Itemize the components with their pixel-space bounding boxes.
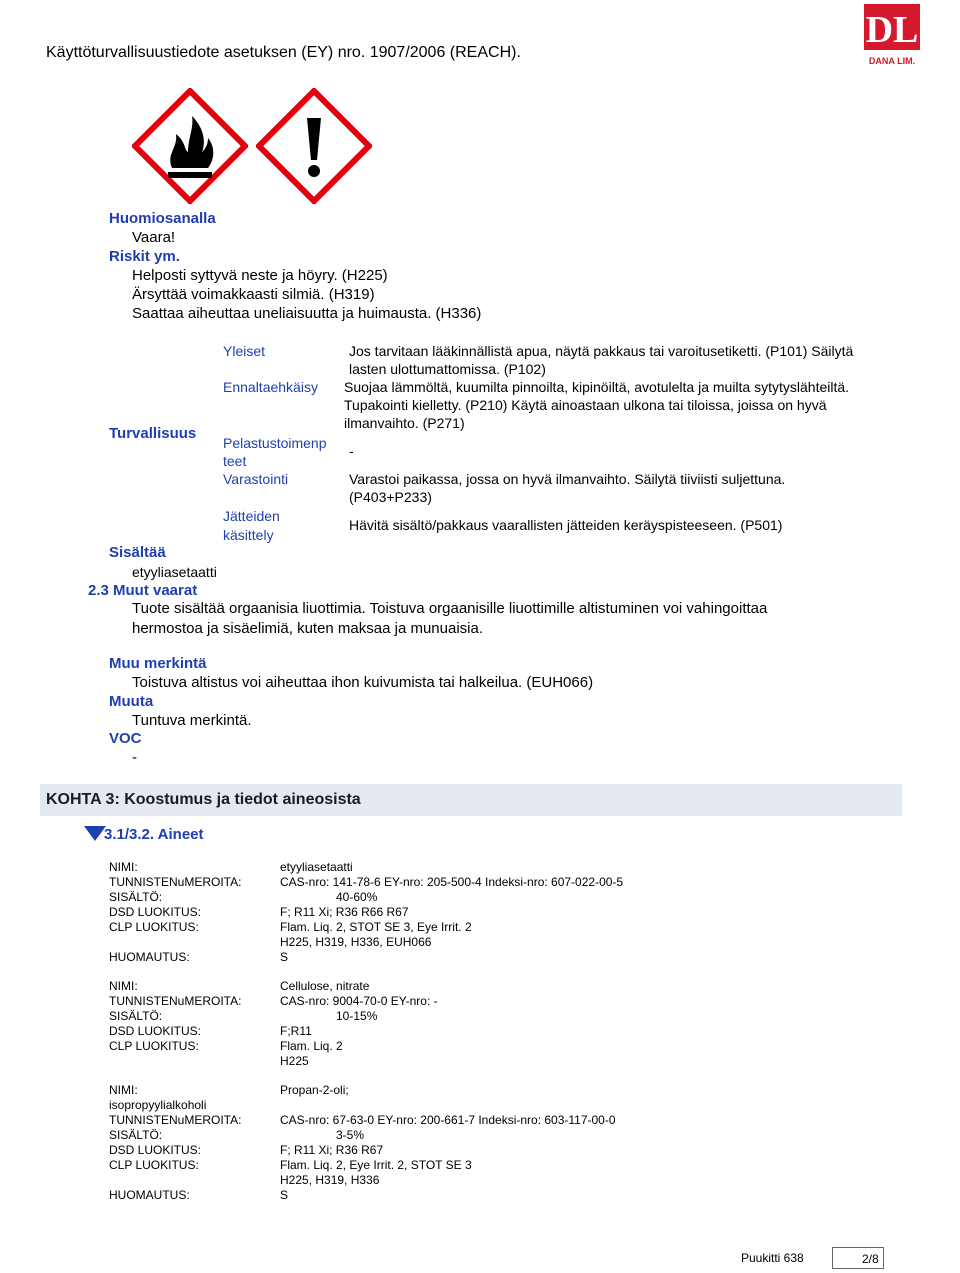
contains-value: etyyliasetaatti (132, 564, 217, 580)
regulation-header: Käyttöturvallisuustiedote asetuksen (EY) nro. 1907/2006 (REACH). (46, 44, 521, 61)
svg-text:DANA LIM.: DANA LIM. (868, 56, 916, 66)
safety-label-prevention: Ennaltaehkäisy (223, 379, 318, 395)
other-hazards-text-2: hermostoa ja sisäelimiä, kuten maksaa ja munuaisia. (132, 620, 483, 637)
substance-value: S (280, 950, 289, 964)
section-3-subheading: 3.1/3.2. Aineet (104, 826, 204, 843)
substance-label: HUOMAUTUS: (109, 1188, 190, 1202)
safety-text-general: Jos tarvitaan lääkinnällistä apua, näytä pakkaus tai varoitusetiketti. (P101) Säilytä lasten ulottumattomissa. (P102) (349, 343, 854, 377)
other-heading: Muuta (109, 693, 154, 710)
signal-heading: Huomiosanalla (109, 210, 216, 227)
marking-heading: Muu merkintä (109, 655, 207, 672)
substance-label: isopropyylialkoholi (109, 1098, 207, 1112)
substance-value: CAS-nro: 141-78-6 EY-nro: 205-500-4 Indeksi-nro: 607-022-00-5 (280, 875, 624, 889)
substance-label: TUNNISTENuMEROITA: (109, 994, 242, 1008)
other-hazards-text: Tuote sisältää orgaanisia liuottimia. Toistuva orgaanisille liuottimille altistuminen voi vahingoittaa (132, 600, 768, 617)
substance-value: S (280, 1188, 289, 1202)
safety-text-storage: Varastoi paikassa, jossa on hyvä ilmanvaihto. Säilytä tiiviisti suljettuna. (P403+P233) (349, 471, 786, 505)
substance-label: SISÄLTÖ: (109, 890, 163, 904)
substance-value: H225 (280, 1054, 309, 1068)
substance-label: CLP LUOKITUS: (109, 920, 199, 934)
substance-label: CLP LUOKITUS: (109, 1158, 199, 1172)
risk-statement: Helposti syttyvä neste ja höyry. (H225) (132, 267, 388, 284)
contains-heading: Sisältää (109, 544, 166, 561)
section-3-title: KOHTA 3: Koostumus ja tiedot aineosista (46, 791, 361, 808)
substance-label: CLP LUOKITUS: (109, 1039, 199, 1053)
safety-label-disposal: Jätteiden (223, 508, 280, 524)
page-number: 2/8 (862, 1252, 879, 1266)
substance-label: DSD LUOKITUS: (109, 1024, 202, 1038)
safety-text-disposal: Hävitä sisältö/pakkaus vaarallisten jätteiden keräyspisteeseen. (P501) (349, 517, 783, 533)
substance-label: NIMI: (109, 860, 138, 874)
substance-value: 10-15% (336, 1009, 378, 1023)
substance-value: Flam. Liq. 2 (280, 1039, 343, 1053)
substance-label: NIMI: (109, 1083, 138, 1097)
page-number-box (832, 1247, 884, 1269)
substance-label: SISÄLTÖ: (109, 1128, 163, 1142)
substance-value: H225, H319, H336 (280, 1173, 380, 1187)
safety-heading: Turvallisuus (109, 425, 197, 442)
section-3-bar (40, 784, 902, 816)
safety-label-storage: Varastointi (223, 471, 289, 487)
safety-text-prevention: Suojaa lämmöltä, kuumilta pinnoilta, kipinöiltä, avotulelta ja muilta sytytyslähteiltä. Tupakointi kielletty. (P210) Käytä ainoastaan ulkona tai tiloissa, joissa on hyvä ilmanvaihto. (P271) (344, 379, 850, 431)
substance-value: CAS-nro: 9004-70-0 EY-nro: - (280, 994, 438, 1008)
substance-value: 3-5% (336, 1128, 365, 1142)
risk-statement: Ärsyttää voimakkaasti silmiä. (H319) (132, 286, 375, 303)
exclamation-pictogram (256, 88, 372, 204)
substance-value: H225, H319, H336, EUH066 (280, 935, 432, 949)
other-text: Tuntuva merkintä. (132, 712, 252, 729)
substance-label: TUNNISTENuMEROITA: (109, 875, 242, 889)
signal-word: Vaara! (132, 229, 176, 246)
safety-text-response: - (349, 443, 354, 459)
risks-heading: Riskit ym. (109, 248, 180, 265)
voc-heading: VOC (109, 730, 142, 747)
risk-statement: Saattaa aiheuttaa uneliaisuutta ja huimausta. (H336) (132, 305, 482, 322)
flame-icon (132, 88, 248, 204)
substance-label: DSD LUOKITUS: (109, 1143, 202, 1157)
revision-label: Puukitti 638 (741, 1251, 804, 1265)
safety-label-response: Pelastustoimenp (223, 435, 327, 451)
safety-label-disposal-2: käsittely (223, 527, 274, 543)
voc-value: - (132, 749, 137, 766)
substance-value: F; R11 Xi; R36 R66 R67 (280, 905, 409, 919)
substance-value: F;R11 (280, 1024, 312, 1038)
substance-label: SISÄLTÖ: (109, 1009, 163, 1023)
substance-value: Propan-2-oli; (280, 1083, 349, 1097)
safety-label-response-2: teet (223, 453, 247, 469)
substance-value: Flam. Liq. 2, STOT SE 3, Eye Irrit. 2 (280, 920, 472, 934)
substance-label: HUOMAUTUS: (109, 950, 190, 964)
exclamation-icon (256, 88, 372, 204)
flame-pictogram (132, 88, 248, 204)
marking-text: Toistuva altistus voi aiheuttaa ihon kuivumista tai halkeilua. (EUH066) (132, 674, 594, 691)
substance-value: etyyliasetaatti (280, 860, 353, 874)
substance-value: Cellulose, nitrate (280, 979, 370, 993)
substance-value: 40-60% (336, 890, 378, 904)
safety-label-general: Yleiset (223, 343, 266, 359)
substance-label: NIMI: (109, 979, 138, 993)
dana-lim-logo (862, 2, 922, 68)
substance-value: Flam. Liq. 2, Eye Irrit. 2, STOT SE 3 (280, 1158, 472, 1172)
substance-label: DSD LUOKITUS: (109, 905, 202, 919)
collapse-triangle-icon[interactable] (84, 826, 106, 847)
other-hazards-heading: 2.3 Muut vaarat (88, 582, 198, 599)
substance-value: CAS-nro: 67-63-0 EY-nro: 200-661-7 Indeksi-nro: 603-117-00-0 (280, 1113, 616, 1127)
substance-label: TUNNISTENuMEROITA: (109, 1113, 242, 1127)
substance-value: F; R11 Xi; R36 R67 (280, 1143, 384, 1157)
svg-text:DL: DL (865, 9, 919, 51)
